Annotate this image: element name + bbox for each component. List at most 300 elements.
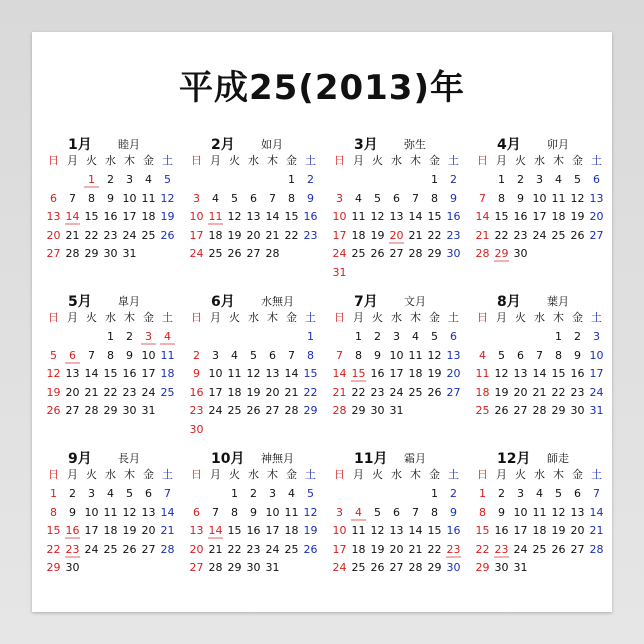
day-cell: 22	[427, 542, 442, 556]
day-cell: 3	[517, 487, 524, 500]
day-cell: 19	[370, 542, 385, 556]
month-block	[44, 289, 182, 439]
day-cell: 12	[370, 210, 385, 223]
day-cell: 21	[589, 524, 604, 537]
day-cell: 6	[593, 173, 600, 186]
month-traditional-name: 皐月	[118, 295, 140, 308]
day-cell: 24	[389, 385, 404, 399]
day-cell: 6	[574, 487, 581, 500]
weekday-label: 月	[353, 154, 364, 167]
day-cell: 25	[103, 542, 118, 556]
day-cell: 25	[408, 385, 423, 399]
day-cell: 18	[141, 210, 156, 223]
day-cell: 14	[265, 210, 280, 223]
day-cell: 11	[141, 191, 156, 205]
day-cell: 20	[570, 524, 585, 537]
weekday-label: 月	[210, 311, 221, 324]
day-cell: 3	[536, 173, 543, 186]
day-cell: 10	[513, 505, 528, 519]
day-cell: 19	[570, 210, 585, 223]
month-header	[44, 132, 182, 152]
day-cell: 16	[494, 524, 509, 537]
weekday-label: 木	[553, 311, 564, 324]
day-cell: 27	[389, 247, 404, 260]
day-cell: 29	[103, 404, 118, 417]
month-traditional-name: 霜月	[404, 452, 426, 465]
day-cell: 27	[246, 247, 261, 260]
day-cell: 18	[208, 228, 223, 242]
day-cell: 15	[303, 367, 318, 380]
day-cell: 9	[307, 191, 314, 205]
day-cell: 16	[303, 210, 318, 223]
day-cell: 14	[160, 505, 175, 519]
month-header	[187, 289, 325, 309]
day-cell: 12	[494, 367, 509, 380]
day-cell: 28	[84, 404, 99, 417]
month-block	[473, 132, 611, 282]
weekday-label: 土	[162, 468, 173, 481]
month-block	[330, 289, 468, 439]
day-cell: 22	[427, 228, 442, 242]
day-cell: 10	[189, 210, 204, 223]
day-cell: 30	[189, 422, 204, 436]
weekday-label: 月	[67, 311, 78, 324]
day-cell: 16	[513, 210, 528, 223]
weekday-label: 土	[305, 311, 316, 324]
day-cell: 1	[479, 487, 486, 500]
weekday-label: 金	[143, 311, 154, 324]
weekday-label: 月	[67, 154, 78, 167]
day-cell: 27	[389, 561, 404, 574]
day-cell: 19	[303, 524, 318, 537]
day-cell: 12	[570, 191, 585, 205]
weekday-label: 金	[143, 468, 154, 481]
day-cell: 11	[103, 505, 118, 519]
day-cell: 4	[212, 191, 219, 205]
day-cell: 8	[479, 505, 486, 519]
weekday-label: 日	[334, 311, 345, 324]
day-cell: 8	[231, 505, 238, 519]
day-cell: 2	[374, 330, 381, 343]
day-cell: 26	[227, 247, 242, 260]
weekday-label: 月	[353, 311, 364, 324]
day-cell: 15	[494, 210, 509, 223]
day-cell: 1	[107, 330, 114, 343]
day-cell: 29	[84, 247, 99, 260]
day-cell: 19	[122, 524, 137, 537]
day-cell: 27	[589, 228, 604, 242]
day-cell: 4	[349, 504, 368, 522]
day-cell: 24	[122, 228, 137, 242]
day-cell: 21	[284, 385, 299, 399]
day-cell: 15	[427, 210, 442, 223]
day-cell: 16	[446, 524, 461, 537]
day-cell: 30	[370, 404, 385, 417]
day-cell: 2	[69, 487, 76, 500]
day-cell: 28	[284, 404, 299, 417]
day-cell: 1	[555, 330, 562, 343]
day-cell: 20	[46, 228, 61, 242]
weekday-label: 火	[229, 311, 240, 324]
day-cell: 11	[206, 208, 225, 226]
day-cell: 29	[46, 561, 61, 574]
day-cell: 27	[141, 542, 156, 556]
day-cell: 12	[427, 348, 442, 362]
day-cell: 3	[126, 173, 133, 186]
month-header	[44, 289, 182, 309]
day-cell: 20	[387, 227, 406, 245]
day-cell: 3	[336, 505, 343, 519]
month-number: 7月	[354, 294, 378, 310]
day-cell: 15	[84, 210, 99, 223]
weekday-label: 日	[48, 154, 59, 167]
day-cell: 30	[246, 561, 261, 574]
weekday-label: 土	[591, 468, 602, 481]
weekday-label: 月	[496, 154, 507, 167]
day-cell: 11	[408, 348, 423, 362]
day-cell: 25	[532, 542, 547, 556]
day-cell: 28	[332, 404, 347, 417]
month-number: 11月	[354, 451, 388, 467]
month-traditional-name: 弥生	[404, 138, 426, 151]
day-cell: 1	[355, 330, 362, 343]
day-cell: 21	[208, 542, 223, 556]
weekday-label: 水	[534, 468, 545, 481]
day-cell: 29	[475, 561, 490, 574]
day-cell: 9	[250, 505, 257, 519]
day-cell: 23	[246, 542, 261, 556]
weekday-label: 月	[496, 311, 507, 324]
day-cell: 17	[589, 367, 604, 380]
day-cell: 22	[551, 385, 566, 399]
weekday-label: 土	[305, 154, 316, 167]
weekday-label: 月	[496, 468, 507, 481]
day-cell: 17	[532, 210, 547, 223]
day-cell: 12	[551, 505, 566, 519]
day-cell: 30	[446, 247, 461, 260]
month-traditional-name: 水無月	[261, 295, 294, 308]
day-cell: 14	[532, 367, 547, 380]
weekday-label: 木	[124, 468, 135, 481]
weekday-label: 金	[572, 468, 583, 481]
weekday-label: 日	[191, 311, 202, 324]
month-header	[187, 446, 325, 466]
day-cell: 14	[63, 208, 82, 226]
day-cell: 18	[351, 228, 366, 242]
day-cell: 6	[393, 191, 400, 205]
month-header	[187, 132, 325, 152]
month-number: 6月	[211, 294, 235, 310]
day-cell: 19	[46, 385, 61, 399]
day-cell: 14	[408, 210, 423, 223]
month-number: 3月	[354, 137, 378, 153]
month-traditional-name: 葉月	[547, 295, 569, 308]
day-cell: 7	[336, 348, 343, 362]
day-cell: 14	[408, 524, 423, 537]
day-cell: 5	[498, 348, 505, 362]
day-cell: 1	[50, 487, 57, 500]
day-cell: 31	[265, 561, 280, 574]
day-cell: 5	[50, 348, 57, 362]
day-cell: 1	[431, 487, 438, 500]
day-cell: 17	[513, 524, 528, 537]
day-cell: 10	[589, 348, 604, 362]
day-cell: 28	[208, 561, 223, 574]
day-cell: 22	[303, 385, 318, 399]
day-cell: 10	[122, 191, 137, 205]
day-cell: 3	[193, 191, 200, 205]
month-traditional-name: 長月	[118, 452, 140, 465]
day-cell: 5	[374, 191, 381, 205]
day-cell: 4	[555, 173, 562, 186]
day-cell: 21	[408, 542, 423, 556]
day-cell: 8	[307, 348, 314, 362]
month-traditional-name: 師走	[547, 452, 569, 465]
day-cell: 8	[355, 348, 362, 362]
day-cell: 20	[265, 385, 280, 399]
day-cell: 27	[513, 404, 528, 417]
day-cell: 12	[303, 505, 318, 519]
day-cell: 11	[351, 524, 366, 537]
day-cell: 18	[532, 524, 547, 537]
weekday-label: 土	[448, 468, 459, 481]
day-cell: 16	[189, 385, 204, 399]
day-cell: 14	[332, 367, 347, 380]
day-cell: 25	[141, 228, 156, 242]
day-cell: 2	[450, 173, 457, 186]
day-cell: 24	[589, 385, 604, 399]
day-cell: 10	[332, 210, 347, 223]
weekday-label: 水	[534, 154, 545, 167]
day-cell: 5	[555, 487, 562, 500]
weekday-label: 水	[391, 468, 402, 481]
day-cell: 10	[265, 505, 280, 519]
day-cell: 7	[412, 191, 419, 205]
weekday-label: 金	[143, 154, 154, 167]
day-cell: 28	[589, 542, 604, 556]
day-cell: 13	[141, 505, 156, 519]
day-cell: 12	[46, 367, 61, 380]
weekday-label: 日	[334, 468, 345, 481]
day-cell: 1	[431, 173, 438, 186]
day-cell: 2	[307, 173, 314, 186]
day-cell: 11	[227, 367, 242, 380]
day-cell: 22	[227, 542, 242, 556]
day-cell: 26	[551, 542, 566, 556]
day-cell: 5	[574, 173, 581, 186]
day-cell: 13	[589, 191, 604, 205]
weekday-label: 土	[448, 154, 459, 167]
day-cell: 25	[208, 247, 223, 260]
month-number: 2月	[211, 137, 235, 153]
month-number: 10月	[211, 451, 245, 467]
day-cell: 28	[160, 542, 175, 556]
day-cell: 13	[570, 505, 585, 519]
weekday-label: 土	[162, 311, 173, 324]
day-cell: 1	[82, 171, 101, 189]
day-cell: 20	[513, 385, 528, 399]
day-cell: 24	[208, 404, 223, 417]
day-cell: 20	[141, 524, 156, 537]
day-cell: 21	[160, 524, 175, 537]
day-cell: 22	[46, 542, 61, 556]
weekday-label: 水	[105, 468, 116, 481]
day-cell: 20	[189, 542, 204, 556]
day-cell: 24	[332, 561, 347, 574]
day-cell: 2	[126, 330, 133, 343]
day-cell: 7	[269, 191, 276, 205]
weekday-label: 火	[86, 311, 97, 324]
day-cell: 10	[208, 367, 223, 380]
day-cell: 3	[336, 191, 343, 205]
day-cell: 4	[107, 487, 114, 500]
month-traditional-name: 如月	[261, 138, 283, 151]
day-cell: 18	[227, 385, 242, 399]
day-cell: 9	[574, 348, 581, 362]
day-cell: 21	[84, 385, 99, 399]
month-grid	[44, 132, 616, 602]
weekday-label: 水	[105, 311, 116, 324]
day-cell: 13	[189, 524, 204, 537]
day-cell: 10	[389, 348, 404, 362]
day-cell: 24	[513, 542, 528, 556]
day-cell: 15	[103, 367, 118, 380]
day-cell: 1	[288, 173, 295, 186]
day-cell: 31	[389, 404, 404, 417]
day-cell: 1	[498, 173, 505, 186]
weekday-label: 日	[334, 154, 345, 167]
day-cell: 25	[227, 404, 242, 417]
day-cell: 2	[450, 487, 457, 500]
weekday-label: 木	[267, 154, 278, 167]
day-cell: 17	[141, 367, 156, 380]
weekday-label: 火	[229, 154, 240, 167]
weekday-label: 火	[372, 468, 383, 481]
day-cell: 15	[227, 524, 242, 537]
weekday-label: 木	[267, 311, 278, 324]
day-cell: 4	[355, 191, 362, 205]
day-cell: 21	[265, 228, 280, 242]
weekday-label: 火	[372, 154, 383, 167]
day-cell: 27	[46, 247, 61, 260]
weekday-label: 金	[572, 311, 583, 324]
day-cell: 20	[65, 385, 80, 399]
day-cell: 18	[160, 367, 175, 380]
weekday-label: 土	[305, 468, 316, 481]
day-cell: 14	[284, 367, 299, 380]
month-block	[473, 289, 611, 439]
day-cell: 17	[84, 524, 99, 537]
day-cell: 22	[284, 228, 299, 242]
day-cell: 24	[141, 385, 156, 399]
day-cell: 11	[551, 191, 566, 205]
day-cell: 6	[517, 348, 524, 362]
day-cell: 7	[536, 348, 543, 362]
day-cell: 6	[393, 505, 400, 519]
weekday-label: 日	[191, 154, 202, 167]
day-cell: 23	[189, 404, 204, 417]
weekday-label: 金	[572, 154, 583, 167]
day-cell: 6	[250, 191, 257, 205]
day-cell: 8	[431, 191, 438, 205]
weekday-label: 火	[372, 311, 383, 324]
day-cell: 9	[517, 191, 524, 205]
day-cell: 30	[513, 247, 528, 260]
day-cell: 26	[46, 404, 61, 417]
day-cell: 4	[288, 487, 295, 500]
day-cell: 31	[589, 404, 604, 417]
weekday-label: 金	[429, 154, 440, 167]
day-cell: 8	[498, 191, 505, 205]
day-cell: 31	[332, 265, 347, 279]
day-cell: 11	[160, 348, 175, 362]
month-number: 12月	[497, 451, 531, 467]
month-block	[44, 446, 182, 596]
day-cell: 5	[431, 330, 438, 343]
month-number: 8月	[497, 294, 521, 310]
day-cell: 11	[284, 505, 299, 519]
day-cell: 9	[126, 348, 133, 362]
month-traditional-name: 睦月	[118, 138, 140, 151]
day-cell: 9	[107, 191, 114, 205]
day-cell: 30	[65, 561, 80, 574]
day-cell: 27	[570, 542, 585, 556]
day-cell: 13	[246, 210, 261, 223]
weekday-label: 木	[124, 154, 135, 167]
day-cell: 24	[265, 542, 280, 556]
day-cell: 4	[158, 328, 177, 346]
weekday-label: 水	[248, 468, 259, 481]
day-cell: 23	[63, 541, 82, 559]
day-cell: 26	[303, 542, 318, 556]
day-cell: 26	[160, 228, 175, 242]
day-cell: 17	[332, 228, 347, 242]
day-cell: 22	[84, 228, 99, 242]
day-cell: 9	[498, 505, 505, 519]
day-cell: 10	[332, 524, 347, 537]
day-cell: 6	[63, 347, 82, 365]
day-cell: 12	[246, 367, 261, 380]
month-number: 9月	[68, 451, 92, 467]
calendar-poster	[32, 32, 612, 612]
day-cell: 12	[122, 505, 137, 519]
day-cell: 14	[84, 367, 99, 380]
day-cell: 20	[589, 210, 604, 223]
day-cell: 7	[479, 191, 486, 205]
day-cell: 29	[551, 404, 566, 417]
day-cell: 17	[189, 228, 204, 242]
day-cell: 24	[189, 247, 204, 260]
day-cell: 3	[212, 348, 219, 362]
day-cell: 7	[412, 505, 419, 519]
day-cell: 7	[593, 487, 600, 500]
weekday-label: 火	[86, 154, 97, 167]
page-title: 平成25(2013)年	[178, 68, 466, 108]
day-cell: 19	[551, 524, 566, 537]
day-cell: 14	[589, 505, 604, 519]
day-cell: 27	[265, 404, 280, 417]
day-cell: 19	[160, 210, 175, 223]
day-cell: 1	[307, 330, 314, 343]
day-cell: 24	[84, 542, 99, 556]
weekday-label: 木	[267, 468, 278, 481]
day-cell: 30	[494, 561, 509, 574]
day-cell: 22	[351, 385, 366, 399]
day-cell: 7	[288, 348, 295, 362]
day-cell: 5	[250, 348, 257, 362]
day-cell: 30	[103, 247, 118, 260]
month-block	[44, 132, 182, 282]
